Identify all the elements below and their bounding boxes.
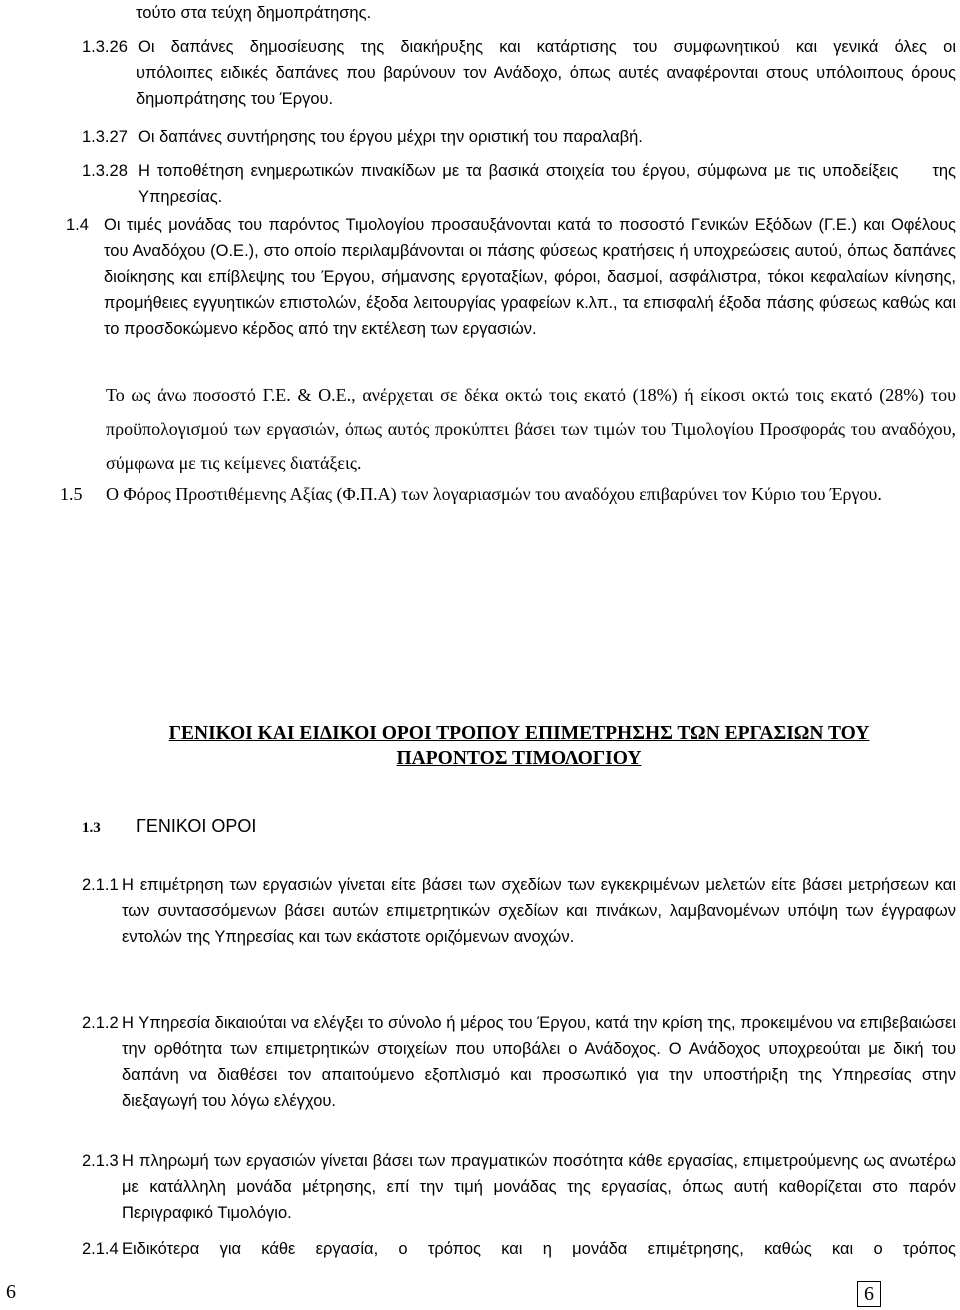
subclause-2-1-3 <box>82 1148 956 1228</box>
subclause-number: 2.1.2 <box>82 1014 119 1032</box>
clause-number: 1.3.27 <box>82 128 128 146</box>
clause-text: Οι τιμές μονάδας του παρόντος Τιμολογίου προσαυξάνονται κατά το ποσοστό Γενικών Εξόδων (Γ.Ε.) και Οφέλους του Αναδόχου (Ο.Ε.), στο οποίο περιλαμβάνονται οι πάσης φύσεως κρατήσεις ή υποχρεώσεις αυτού, όπως δαπάνες διοίκησης και επίβλεψης του Έργου, σήμανσης εργοταξίων, φόροι, δασμοί, ασφάλιστρα, τόκοι κεφαλαίων κίνησης, προμήθειες εγγυητικών επιστολών, έξοδα λειτουργίας γραφείων κ.λπ., τα επισφαλή έξοδα πάσης φύσεως καθώς και το προσδοκώμενο κέρδος από την εκτέλεση των εργασιών. <box>104 216 956 338</box>
clause-1-3-27 <box>82 124 956 152</box>
clause-number: 1.5 <box>60 484 83 504</box>
clause-1-4 <box>66 212 956 374</box>
percentage-paragraph: Το ως άνω ποσοστό Γ.Ε. & Ο.Ε., ανέρχεται σε δέκα οκτώ τοις εκατό (18%) ή είκοσι οκτώ τοις εκατό (28%) του προϋπολογισμού των εργασιών, όπως αυτός προκύπτει βάσει των τιμών του Τιμολογίου Προσφοράς του αναδόχου, σύμφωνα με τις κείμενες διατάξεις. <box>106 385 956 473</box>
subclause-number: 2.1.4 <box>82 1240 119 1258</box>
clause-number: 1.3.26 <box>82 38 128 56</box>
subclause-number: 2.1.1 <box>82 876 119 894</box>
continuation-line: τούτο στα τεύχη δημοπράτησης. <box>136 4 372 22</box>
clause-text: υπόλοιπες ειδικές δαπάνες που βαρύνουν τον Ανάδοχο, όπως αυτές αναφέρονται στους υπόλοιπους όρους δημοπράτησης του Έργου. <box>136 64 956 108</box>
subsection-title: ΓΕΝΙΚΟΙ ΟΡΟΙ <box>136 816 257 836</box>
subclause-2-1-4 <box>82 1236 956 1264</box>
clause-text: Οι δαπάνες συντήρησης του έργου μέχρι την οριστική του παραλαβή. <box>138 128 643 146</box>
clause-number: 1.3.28 <box>82 162 128 180</box>
clause-text-first-line: Οι δαπάνες δημοσίευσης της διακήρυξης και κατάρτισης του συμφωνητικού και γενικά όλες οι <box>138 38 956 56</box>
clause-text: Ο Φόρος Προστιθέμενης Αξίας (Φ.Π.Α) των λογαριασμών του αναδόχου επιβαρύνει τον Κύριο του Έργου. <box>106 484 882 504</box>
clause-text: Η τοποθέτηση ενημερωτικών πινακίδων με τα βασικά στοιχεία του έργου, σύμφωνα με τις υποδείξεις της Υπηρεσίας. <box>138 162 960 206</box>
subclause-2-1-2 <box>82 1010 956 1140</box>
page-number-box: 6 <box>857 1281 881 1307</box>
clause-1-3-26 <box>82 34 956 114</box>
subclause-text: Η πληρωμή των εργασιών γίνεται βάσει των πραγματικών ποσότητα κάθε εργασίας, επιμετρούμενης ως ανωτέρω με κατάλληλη μονάδα μέτρησης, επί την τιμή μονάδας της εργασίας, όπως αυτή καθορίζεται στο παρόν Περιγραφικό Τιμολόγιο. <box>122 1152 956 1222</box>
section-heading-line-2: ΠΑΡΟΝΤΟΣ ΤΙΜΟΛΟΓΙΟΥ <box>396 748 642 769</box>
clause-1-3-28 <box>82 158 960 212</box>
subclause-number: 2.1.3 <box>82 1152 119 1170</box>
subclause-text: Η Υπηρεσία δικαιούται να ελέγξει το σύνολο ή μέρος του Έργου, κατά την κρίση της, προκειμένου να επιβεβαιώσει την ορθότητα των επιμετρητικών στοιχείων που υποβάλει ο Ανάδοχος. Ο Ανάδοχος υποχρεούται με δική του δαπάνη να διαθέσει τον απαιτούμενο εξοπλισμό και προσωπικό για την υποστήριξη της Υπηρεσίας στην διεξαγωγή του λόγω ελέγχου. <box>122 1014 956 1110</box>
subsection-heading <box>82 816 482 846</box>
subclause-text: Ειδικότερα για κάθε εργασία, ο τρόπος και η μονάδα επιμέτρησης, καθώς και ο τρόπος <box>122 1240 956 1258</box>
subclause-text: Η επιμέτρηση των εργασιών γίνεται είτε βάσει των σχεδίων των εγκεκριμένων μελετών είτε βάσει μετρήσεων και των συντασσόμενων βάσει αυτών επιμετρητικών σχεδίων και πινάκων, λαμβανομένων υπόψη των έγγραφων εντολών της Υπηρεσίας και των εκάστοτε οριζόμενων ανοχών. <box>122 876 956 946</box>
section-heading-line-1: ΓΕΝΙΚΟΙ ΚΑΙ ΕΙΔΙΚΟΙ ΟΡΟΙ ΤΡΟΠΟΥ ΕΠΙΜΕΤΡΗΣΗΣ ΤΩΝ ΕΡΓΑΣΙΩΝ ΤΟΥ <box>168 723 870 744</box>
page-number-left: 6 <box>6 1281 16 1303</box>
clause-number: 1.4 <box>66 216 89 234</box>
subsection-number: 1.3 <box>82 820 101 836</box>
subclause-2-1-1 <box>82 872 956 982</box>
clause-1-5 <box>60 480 956 540</box>
